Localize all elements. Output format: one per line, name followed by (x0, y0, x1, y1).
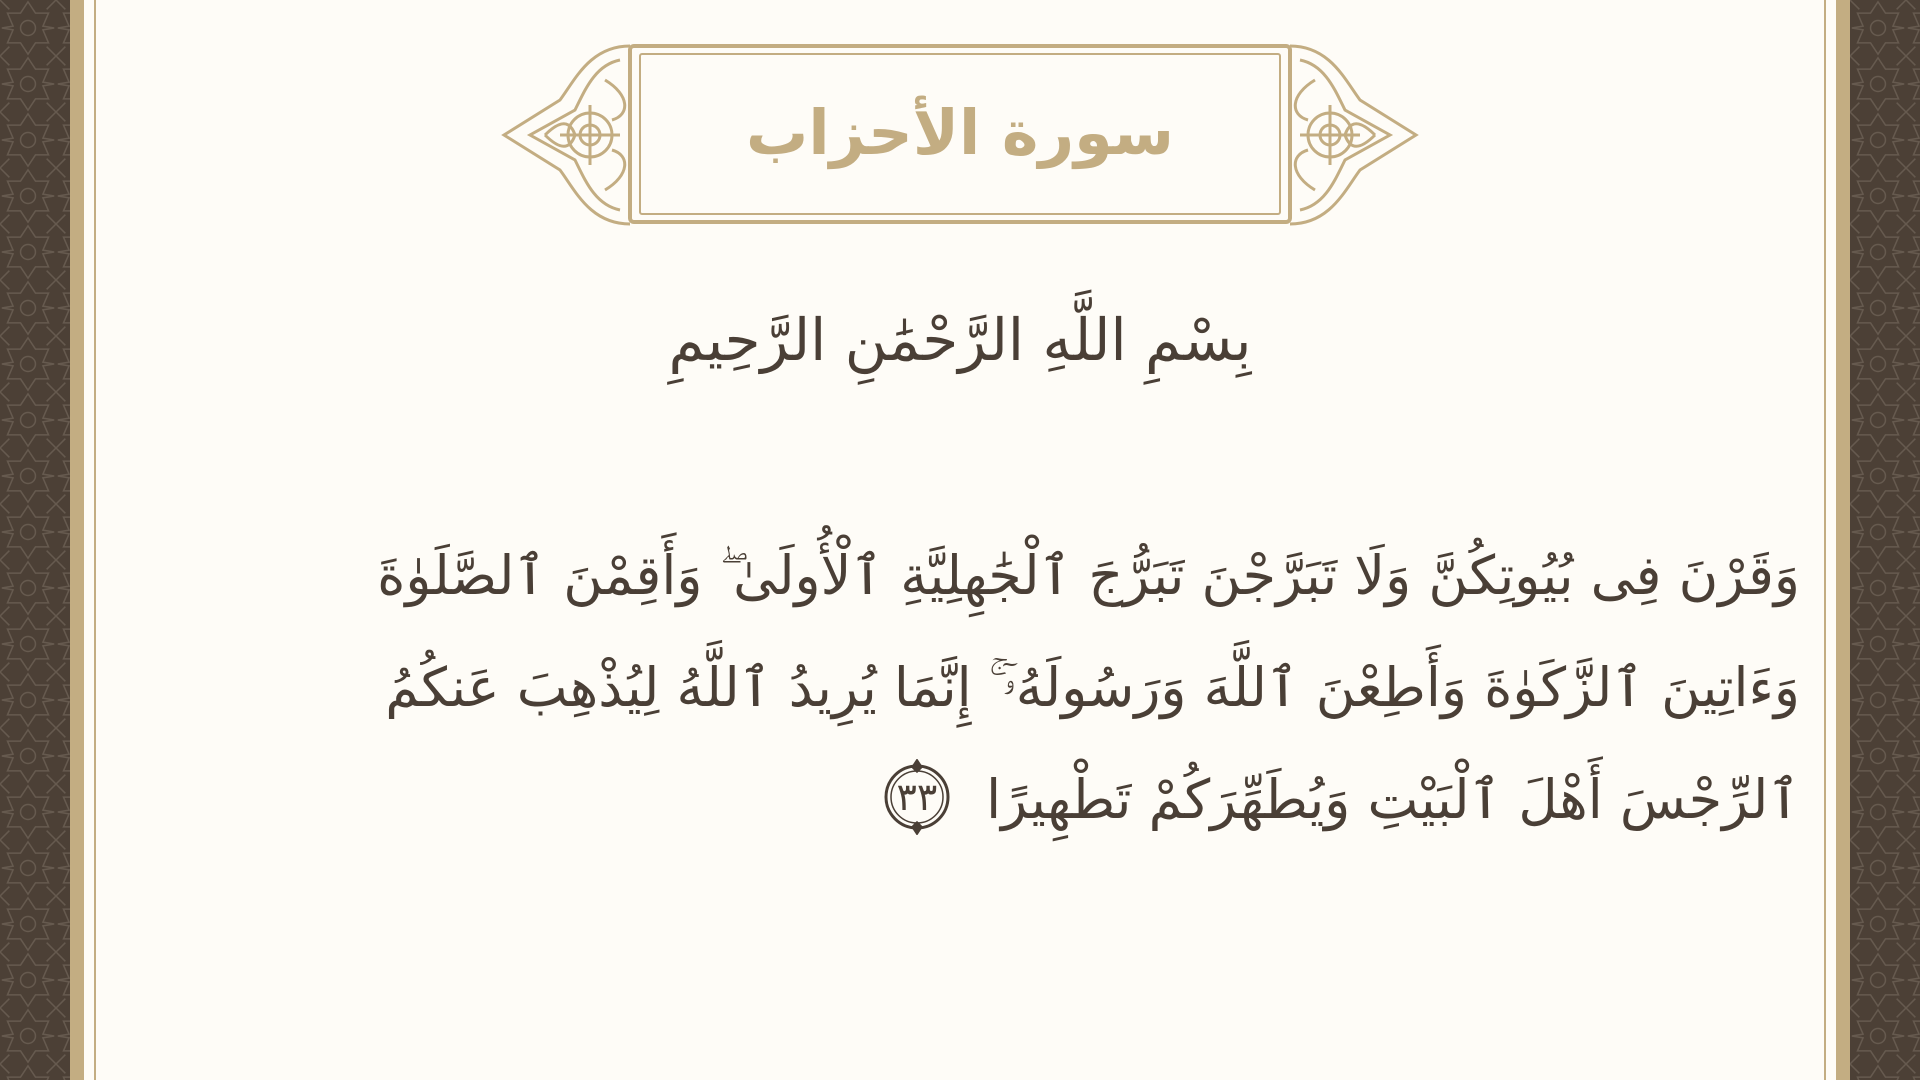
verse-text-block (340, 520, 1800, 856)
surah-title: سورة الأحزاب (746, 95, 1174, 169)
left-gold-rule (70, 0, 84, 1080)
right-gold-rule (1836, 0, 1850, 1080)
ayah-number: ٣٣ (896, 775, 938, 820)
left-gold-thin-rule (94, 0, 96, 1080)
surah-title-frame (500, 40, 1420, 230)
left-decorative-border (0, 0, 70, 1080)
basmala: بِسْمِ اللَّهِ الرَّحْمَٰنِ الرَّحِيمِ (668, 306, 1252, 374)
ayah-number-marker (879, 759, 955, 835)
right-decorative-border (1850, 0, 1920, 1080)
right-gold-thin-rule (1824, 0, 1826, 1080)
verse-text: وَقَرْنَ فِى بُيُوتِكُنَّ وَلَا تَبَرَّجْنَ تَبَرُّجَ ٱلْجَٰهِلِيَّةِ ٱلْأُولَىٰ ۖ وَأَقِمْنَ ٱلصَّلَوٰةَ وَءَاتِينَ ٱلزَّكَوٰةَ وَأَطِعْنَ ٱللَّهَ وَرَسُولَهُۥٓ ۚ إِنَّمَا يُرِيدُ ٱللَّهُ لِيُذْهِبَ عَنكُمُ ٱلرِّجْسَ أَهْلَ ٱلْبَيْتِ وَيُطَهِّرَكُمْ تَطْهِيرًا (377, 544, 1800, 831)
